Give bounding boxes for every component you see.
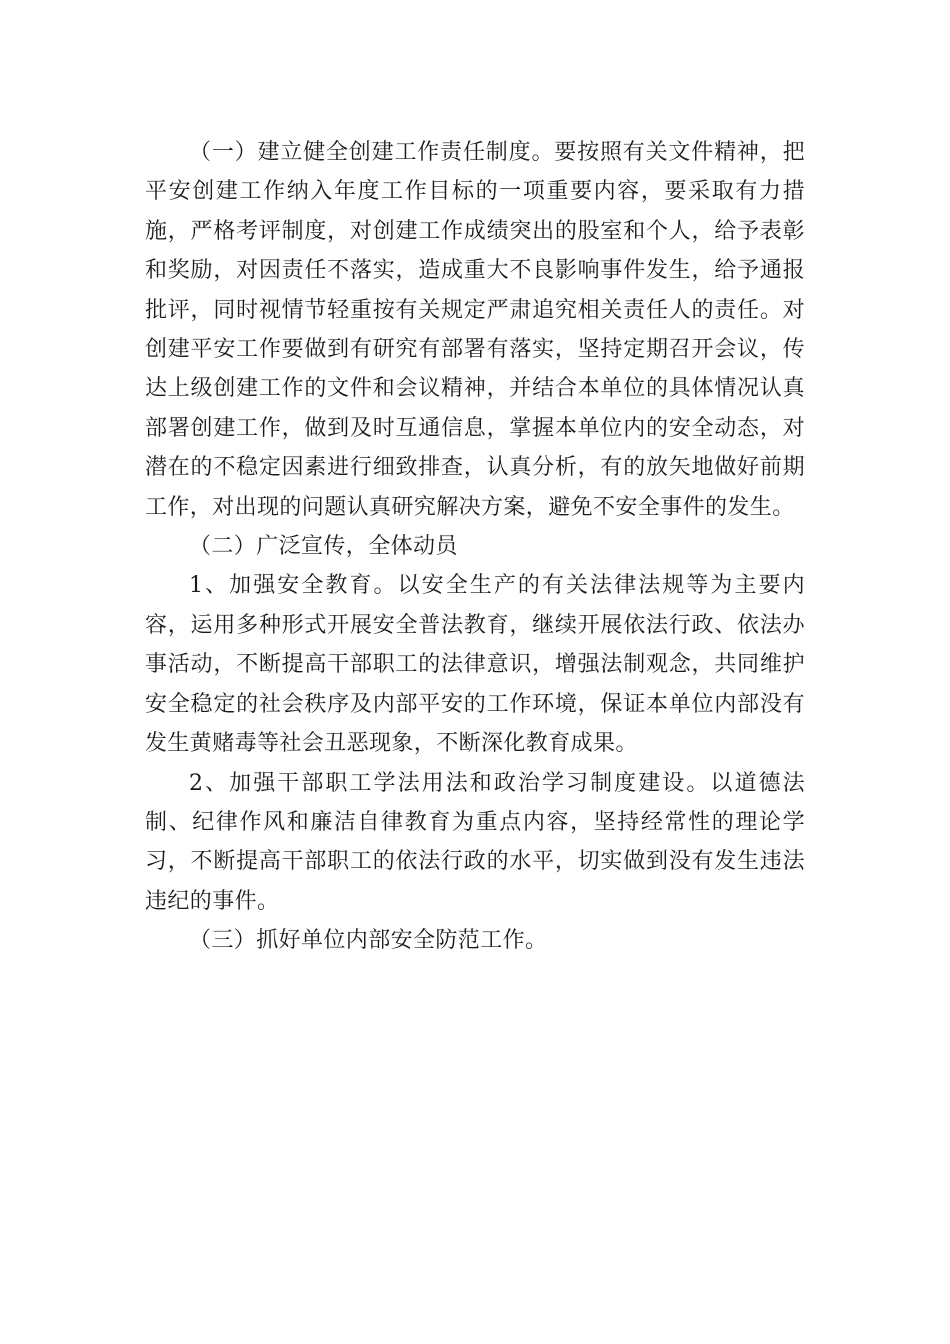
paragraph-law-study: 2、加强干部职工学法用法和政治学习制度建设。以道德法制、纪律作风和廉洁自律教育为重点内容，坚持经常性的理论学习，不断提高干部职工的依法行政的水平，切实做到没有发生违法违纪的事件。	[145, 770, 805, 914]
section-heading-publicity: （二）广泛宣传，全体动员	[189, 534, 458, 560]
paragraph-responsibility-system: （一）建立健全创建工作责任制度。要按照有关文件精神，把平安创建工作纳入年度工作目标的一项重要内容，要采取有力措施，严格考评制度，对创建工作成绩突出的股室和个人，给予表彰和奖励，对因责任不落实，造成重大不良影响事件发生，给予通报批评，同时视情节轻重按有关规定严肃追究相关责任人的责任。对创建平安工作要做到有研究有部署有落实，坚持定期召开会议，传达上级创建工作的文件和会议精神，并结合本单位的具体情况认真部署创建工作，做到及时互通信息，掌握本单位内的安全动态，对潜在的不稳定因素进行细致排查，认真分析，有的放矢地做好前期工作，对出现的问题认真研究解决方案，避免不安全事件的发生。	[145, 140, 805, 520]
paragraph-safety-education: 1、加强安全教育。以安全生产的有关法律法规等为主要内容，运用多种形式开展安全普法教育，继续开展依法行政、依法办事活动，不断提高干部职工的法律意识，增强法制观念，共同维护安全稳定的社会秩序及内部平安的工作环境，保证本单位内部没有发生黄赌毒等社会丑恶现象，不断深化教育成果。	[145, 573, 805, 757]
document-body	[145, 133, 805, 961]
section-heading-internal-security: （三）抓好单位内部安全防范工作。	[189, 928, 548, 954]
